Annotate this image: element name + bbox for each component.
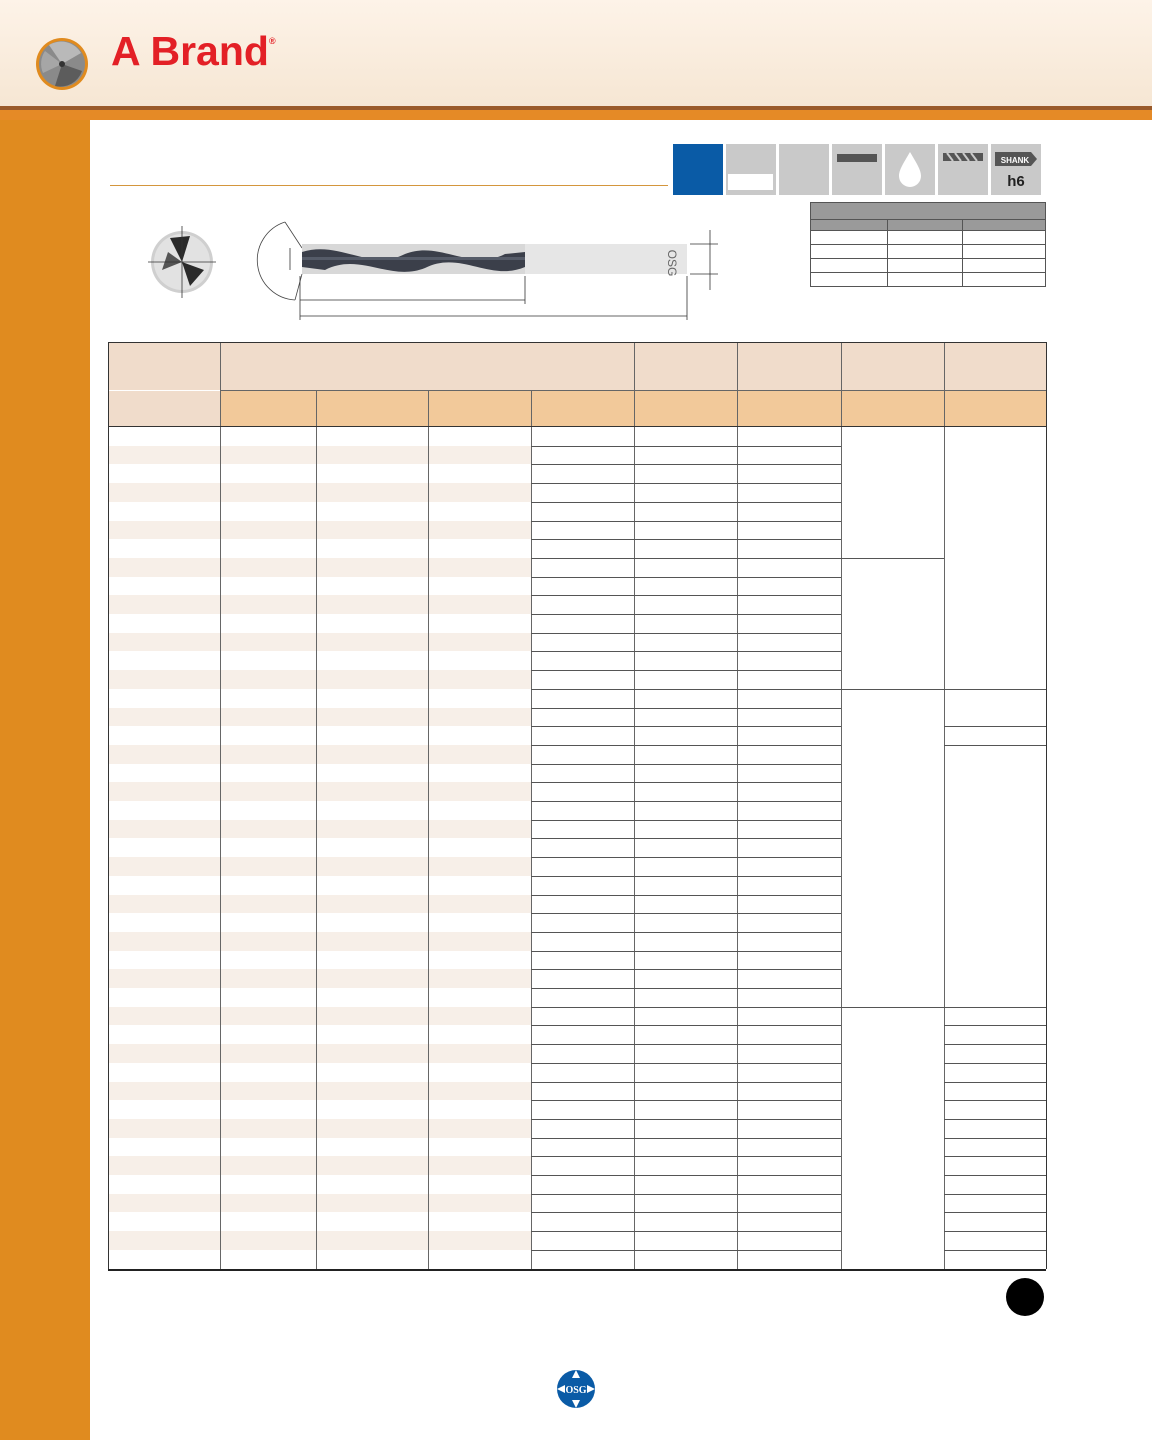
table-row-divider — [531, 969, 841, 970]
table-row-divider — [944, 1212, 1046, 1213]
table-col-divider — [316, 391, 317, 1269]
table-row-divider — [737, 1194, 841, 1195]
table-col-divider — [841, 342, 842, 1269]
table-row-divider — [737, 539, 841, 540]
table-row-divider — [737, 838, 841, 839]
table-subheader — [220, 391, 1046, 426]
shank-icon — [991, 144, 1041, 195]
table-row-divider — [737, 820, 841, 821]
blank-icon — [779, 144, 829, 195]
table-row-divider — [944, 1194, 1046, 1195]
table-row-divider — [737, 876, 841, 877]
table-row-divider — [737, 689, 841, 690]
table-row-divider — [944, 1007, 1046, 1008]
table-col-divider — [428, 391, 429, 1269]
table-row-divider — [531, 1082, 841, 1083]
table-row-divider — [737, 801, 841, 802]
table-row-divider — [944, 1231, 1046, 1232]
table-row-divider — [944, 1119, 1046, 1120]
drill-diagram — [140, 212, 730, 327]
coolant-drop-icon — [885, 144, 935, 195]
category-tab-icon — [673, 144, 723, 195]
table-row-divider — [737, 1025, 841, 1026]
table-row-divider — [531, 595, 841, 596]
table-bottom-border — [108, 1269, 1046, 1271]
table-header-divider — [220, 390, 1046, 391]
table-row-divider — [737, 1119, 841, 1120]
table-row-divider — [531, 1231, 841, 1232]
table-row-divider — [944, 1082, 1046, 1083]
blank-icon — [726, 144, 776, 195]
table-row-divider — [531, 726, 841, 727]
table-header — [108, 342, 1046, 390]
table-row-divider — [944, 1175, 1046, 1176]
table-row-divider — [737, 1063, 841, 1064]
table-row-divider — [531, 895, 841, 896]
table-row-divider — [737, 1007, 841, 1008]
table-col-divider — [944, 342, 945, 1269]
flute-hatch-icon — [938, 144, 988, 195]
spec-table — [810, 202, 1046, 287]
page-number-badge — [1006, 1278, 1044, 1316]
table-col-divider — [737, 342, 738, 1269]
table-col-divider — [220, 391, 221, 1269]
table-row-divider — [737, 558, 841, 559]
table-row-divider — [944, 726, 1046, 727]
drill-tip-icon — [35, 37, 89, 91]
table-row-divider — [737, 651, 841, 652]
table-row-divider — [944, 1063, 1046, 1064]
table-col-divider — [108, 342, 109, 1269]
table-row-divider — [737, 1138, 841, 1139]
table-row-divider — [737, 951, 841, 952]
table-row-divider — [531, 764, 841, 765]
table-row-divider — [531, 988, 841, 989]
table-row-divider — [531, 857, 841, 858]
table-row-divider — [841, 689, 944, 690]
table-row-divider — [944, 1100, 1046, 1101]
table-row-divider — [944, 1156, 1046, 1157]
table-row-divider — [944, 1138, 1046, 1139]
table-row-divider — [841, 558, 944, 559]
table-row-divider — [737, 932, 841, 933]
table-row-divider — [944, 689, 1046, 690]
table-row-divider — [531, 1044, 841, 1045]
table-row-divider — [944, 1044, 1046, 1045]
table-row-divider — [737, 708, 841, 709]
table-row-divider — [531, 745, 841, 746]
table-col-divider — [634, 342, 635, 1269]
svg-text:OSG: OSG — [665, 249, 679, 277]
svg-text:SHANK: SHANK — [1000, 156, 1030, 165]
table-row-divider — [737, 464, 841, 465]
table-row-divider — [531, 1100, 841, 1101]
table-row-divider — [737, 446, 841, 447]
table-row-divider — [531, 1156, 841, 1157]
side-accent-bar — [0, 120, 90, 1440]
drill-end-view — [148, 226, 216, 298]
coating-bar-icon — [832, 144, 882, 195]
table-row-divider — [531, 633, 841, 634]
osg-logo-icon — [555, 1368, 597, 1410]
table-row-divider — [531, 521, 841, 522]
svg-text:OSG: OSG — [565, 1385, 587, 1396]
table-row-divider — [737, 782, 841, 783]
svg-text:h6: h6 — [1007, 173, 1025, 190]
title-rule — [110, 185, 668, 186]
table-row-divider — [737, 502, 841, 503]
brand-title: A Brand® — [111, 28, 276, 74]
product-table — [108, 342, 1046, 1272]
table-row-divider — [737, 614, 841, 615]
table-row-divider — [944, 745, 1046, 746]
table-col-divider — [1046, 342, 1047, 1269]
table-header-corner — [108, 391, 220, 426]
header-accent-bar — [0, 110, 1152, 120]
table-row-divider — [531, 1212, 841, 1213]
table-row-divider — [531, 670, 841, 671]
table-row-divider — [531, 913, 841, 914]
table-body-top — [108, 426, 1046, 427]
table-row-divider — [944, 1025, 1046, 1026]
table-col-divider — [220, 342, 221, 390]
table-detail-area — [531, 427, 1046, 1269]
table-row-divider — [841, 1007, 944, 1008]
table-top-border — [108, 342, 1046, 343]
table-row-divider — [737, 483, 841, 484]
table-row-divider — [737, 577, 841, 578]
table-row-divider — [944, 1250, 1046, 1251]
table-row-divider — [531, 1175, 841, 1176]
table-row-divider — [737, 1250, 841, 1251]
